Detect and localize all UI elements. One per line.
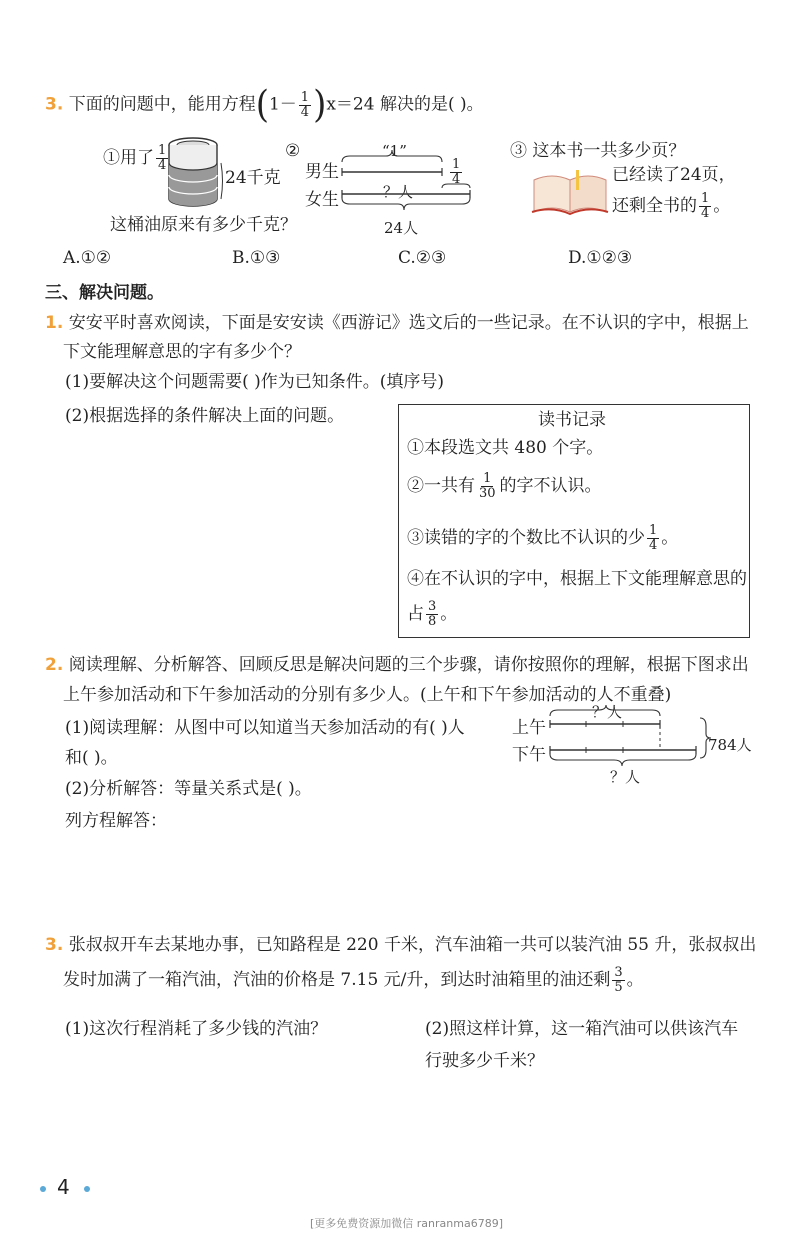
page-number-decoration — [40, 1186, 46, 1192]
fraction: $\frac{1}{30}$ — [479, 471, 496, 501]
option1-weight: 24千克 — [225, 168, 281, 188]
p3-line2: 发时加满了一箱汽油，汽油的价格是 7.15 元/升，到达时油箱里的油还剩 $\frac{3}{5}$ 。 — [63, 965, 644, 995]
p1-line2: 下文能理解意思的字有多少个？ — [63, 342, 301, 362]
p1-line1: 1. 安安平时喜欢阅读，下面是安安读《西游记》选文后的一些记录。在不认识的字中，根据上 — [45, 313, 749, 333]
p2-sub1a: (1)阅读理解：从图中可以知道当天参加活动的有( )人 — [65, 718, 465, 738]
option3-question: ③ 这本书一共多少页？ — [510, 141, 686, 161]
option2-total: 24人 — [384, 219, 419, 237]
record-item-3: ③读错的字的个数比不认识的少 $\frac{1}{4}$ 。 — [407, 523, 679, 553]
fraction: $\frac{1}{4}$ — [701, 191, 710, 221]
total-label: 784人 — [708, 736, 752, 754]
segment-diagram — [548, 704, 713, 774]
record-item-4: ④在不认识的字中，根据上下文能理解意思的 — [407, 569, 747, 589]
question-number: 3. — [45, 935, 64, 955]
q3-prompt: 下面的问题中，能用方程 — [68, 94, 256, 115]
fraction: $\frac{1}{4}$ — [452, 157, 461, 187]
oil-barrel-icon — [165, 135, 225, 215]
fraction: $\frac{1}{4}$ — [300, 89, 310, 120]
record-item-2: ②一共有 $\frac{1}{30}$ 的字不认识。 — [407, 471, 602, 501]
segment-diagram — [340, 148, 480, 218]
fraction: $\frac{3}{5}$ — [614, 965, 623, 995]
p3-sub2b: 行驶多少千米？ — [425, 1051, 544, 1071]
question-number: 3. — [45, 94, 64, 115]
p3-line1: 3. 张叔叔开车去某地办事，已知路程是 220 千米，汽车油箱一共可以装汽油 55 升，张叔叔出 — [45, 935, 757, 955]
p2-sub1b: 和( )。 — [65, 748, 118, 768]
morning-unknown: ？人 — [592, 703, 623, 721]
option2-girl-label: 女生 — [305, 190, 339, 210]
fraction: $\frac{1}{4}$ — [158, 143, 167, 173]
open-book-icon — [530, 168, 610, 216]
p1-sub1: (1)要解决这个问题需要( )作为已知条件。(填序号) — [65, 372, 445, 392]
choice-c[interactable]: C.②③ — [398, 248, 447, 268]
p3-sub2a: (2)照这样计算，这一箱汽油可以供该汽车 — [425, 1019, 739, 1039]
fraction: $\frac{1}{4}$ — [649, 523, 658, 553]
choice-b[interactable]: B.①③ — [232, 248, 281, 268]
choice-a[interactable]: A.①② — [63, 248, 112, 268]
option2-unknown: ？人 — [383, 183, 414, 201]
option2-quote: “1” — [382, 142, 407, 160]
record-title: 读书记录 — [538, 410, 606, 430]
q3-header: 3. 下面的问题中，能用方程(1－ $\frac{1}{4}$ )x＝24 解决的是( )。 — [45, 83, 484, 127]
page-number: 4 — [57, 1175, 70, 1199]
record-item-1: ①本段选文共 480 个字。 — [407, 438, 604, 458]
option1-question: 这桶油原来有多少千克？ — [110, 215, 297, 235]
morning-label: 上午 — [512, 718, 546, 738]
question-number: 1. — [45, 313, 64, 333]
question-number: 2. — [45, 655, 64, 675]
choice-d[interactable]: D.①②③ — [568, 248, 633, 268]
watermark: [更多免费资源加微信 ranranma6789] — [310, 1217, 503, 1230]
p1-sub2: (2)根据选择的条件解决上面的问题。 — [65, 406, 345, 426]
page-number-decoration — [84, 1186, 90, 1192]
p2-sub3: 列方程解答： — [65, 811, 167, 831]
section-title: 三、解决问题。 — [45, 283, 164, 303]
afternoon-unknown: ？人 — [610, 768, 641, 786]
p2-line2: 上午参加活动和下午参加活动的分别有多少人。(上午和下午参加活动的人不重叠) — [63, 685, 672, 705]
option2-boy-label: 男生 — [305, 162, 339, 182]
p3-sub1: (1)这次行程消耗了多少钱的汽油？ — [65, 1019, 328, 1039]
option1-label: ①用了 $\frac{1}{4}$ — [103, 143, 167, 173]
option3-read: 已经读了24页， — [612, 165, 736, 185]
p2-line1: 2. 阅读理解、分析解答、回顾反思是解决问题的三个步骤，请你按照你的理解，根据下图求出 — [45, 655, 749, 675]
afternoon-label: 下午 — [512, 745, 546, 765]
option2-label: ② — [285, 141, 301, 161]
fraction: $\frac{3}{8}$ — [428, 599, 437, 629]
option3-remain: 还剩全书的 $\frac{1}{4}$ 。 — [612, 191, 731, 221]
p2-sub2: (2)分析解答：等量关系式是( )。 — [65, 779, 312, 799]
record-item-4-end: 占 $\frac{3}{8}$ 。 — [407, 599, 458, 629]
